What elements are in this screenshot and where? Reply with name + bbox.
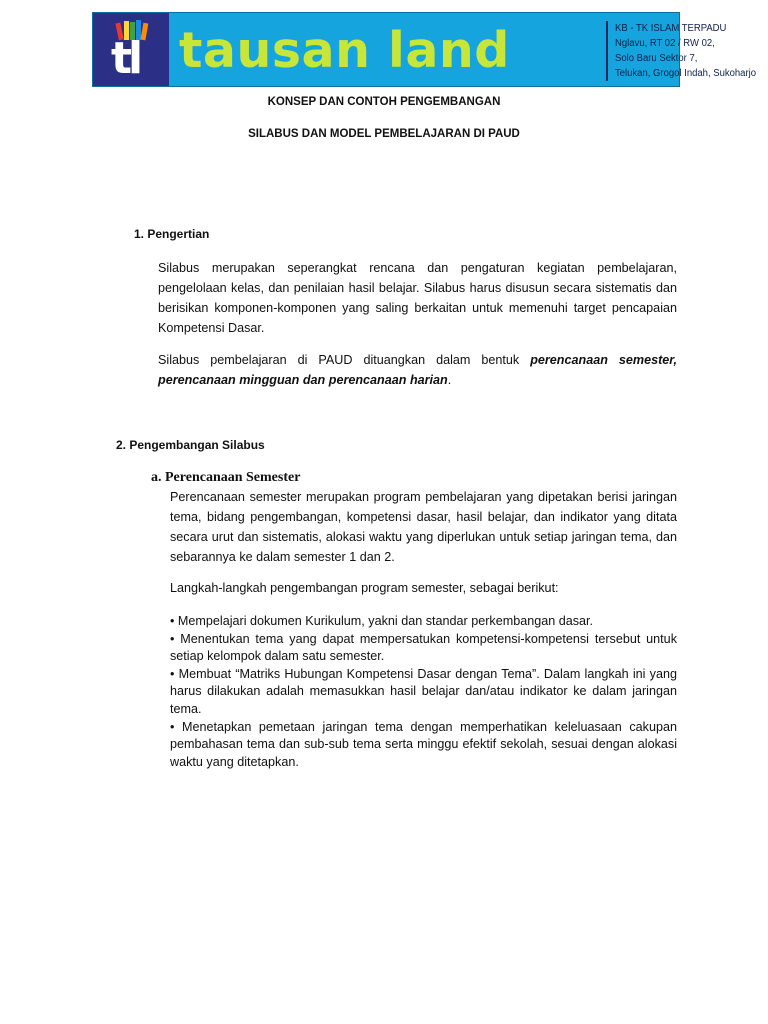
section2-heading: 2. Pengembangan Silabus	[116, 438, 265, 452]
section2-paragraph1: Perencanaan semester merupakan program pembelajaran yang dipetakan berisi jaringan tema, bidang pengembangan, kompetensi dasar, hasil belajar, dan indikator yang ditata secara urut dan sistematis, alokasi waktu yang diperlukan untuk setiap jaringan tema, dan sebarannya ke dalam semester 1 dan 2.	[170, 490, 677, 564]
steps-list	[170, 613, 677, 771]
subsection-a-heading: a. Perencanaan Semester	[151, 470, 301, 485]
logo-block	[93, 13, 169, 86]
logo-mark: tl	[111, 33, 140, 84]
section1-heading: 1. Pengertian	[134, 227, 210, 241]
address-line: Solo Baru Sektor 7,	[615, 53, 698, 64]
school-address	[615, 21, 757, 81]
section1-paragraph1: Silabus merupakan seperangkat rencana dan pengaturan kegiatan pembelajaran, pengelolaan kelas, dan penilaian hasil belajar. Silabus harus disusun secara sistematis dan berisikan komponen-komponen yang saling berkaitan untuk memenuhi target pencapaian Kompetensi Dasar.	[158, 261, 677, 335]
section1-paragraph2	[158, 350, 677, 390]
list-item: • Membuat “Matriks Hubungan Kompetensi Dasar dengan Tema”. Dalam langkah ini yang harus dilakukan adalah memasukkan hasil belajar dan/atau indikator ke dalam jaringan tema.	[170, 666, 677, 716]
doc-title-line1: KONSEP DAN CONTOH PENGEMBANGAN	[267, 96, 501, 108]
doc-title-line2: SILABUS DAN MODEL PEMBELAJARAN DI PAUD	[248, 128, 520, 140]
para2-emphasis: perencanaan semester, perencanaan mingguan dan perencanaan harian	[158, 353, 678, 387]
list-item: • Menetapkan pemetaan jaringan tema dengan memperhatikan keleluasaan cakupan pembahasan tema dan sub-sub tema serta minggu efektif sekolah, sesuai dengan alokasi waktu yang ditetapkan.	[170, 719, 677, 769]
brand-name: tausan land	[179, 22, 510, 79]
list-item: • Mempelajari dokumen Kurikulum, yakni dan standar perkembangan dasar.	[170, 614, 594, 628]
address-line: KB - TK ISLAM TERPADU	[615, 23, 727, 34]
list-item: • Menentukan tema yang dapat mempersatukan kompetensi-kompetensi tersebut untuk setiap kelompok dalam satu semester.	[170, 631, 677, 664]
address-line: Nglavu, RT 02 / RW 02,	[615, 38, 715, 49]
address-line: Telukan, Grogol Indah, Sukoharjo	[615, 68, 757, 79]
para2-end: .	[447, 373, 452, 387]
section2-paragraph2: Langkah-langkah pengembangan program semester, sebagai berikut:	[170, 581, 559, 595]
banner-divider	[606, 21, 608, 81]
header-banner	[92, 12, 757, 87]
para2-lead: Silabus pembelajaran di PAUD dituangkan dalam bentuk	[158, 353, 531, 367]
